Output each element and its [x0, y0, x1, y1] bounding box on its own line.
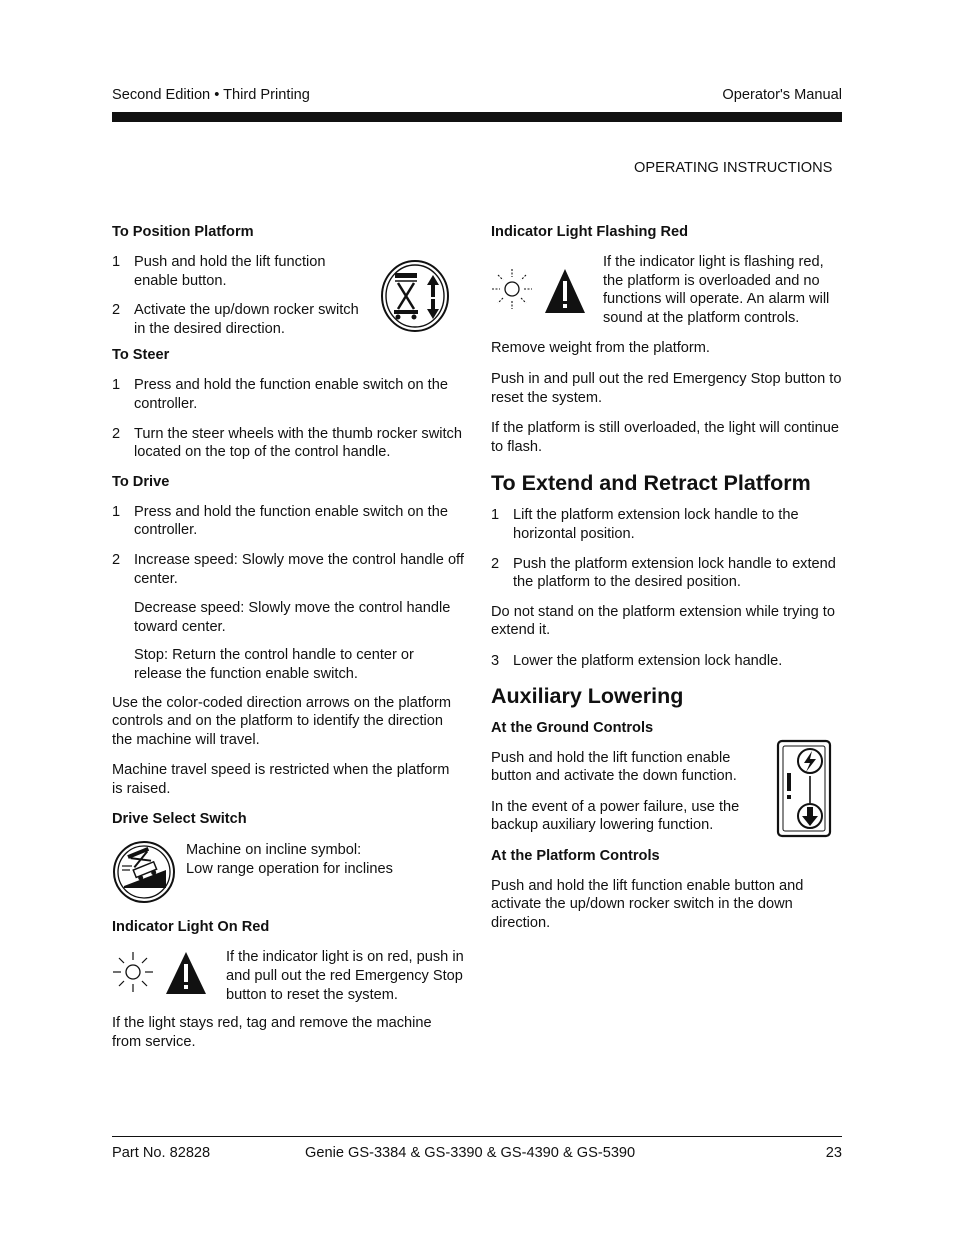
drive-select-block — [112, 840, 464, 904]
list-item: 1 Press and hold the function enable switch on the controller. — [112, 377, 448, 412]
drive-speed-note: Machine travel speed is restricted when the platform is raised. — [112, 762, 450, 797]
drive-select-line2: Low range operation for inclines — [186, 861, 393, 878]
flashing-remove-weight: Remove weight from the platform. — [491, 340, 710, 357]
header-manual-title: Operator's Manual — [722, 87, 842, 103]
platform-controls-text: Push and hold the lift function enable button and activate the up/down rocker switch in the down direction. — [491, 877, 804, 932]
heading-auxiliary-lowering: Auxiliary Lowering — [491, 683, 684, 708]
light-on-red-after: If the light stays red, tag and remove the machine from service. — [112, 1015, 432, 1050]
flashing-warning-icon — [491, 257, 595, 321]
list-item: 1 Lift the platform extension lock handle to the horizontal position. — [491, 507, 799, 542]
drive-stop: Stop: Return the control handle to center or release the function enable switch. — [134, 647, 414, 682]
flashing-reset: Push in and pull out the red Emergency Stop button to reset the system. — [491, 370, 842, 406]
heading-drive: To Drive — [112, 473, 170, 490]
list-item: 3 Lower the platform extension lock handle. — [491, 652, 783, 669]
ground-controls-block — [491, 749, 843, 847]
incline-machine-icon — [112, 840, 176, 904]
light-on-red-block — [112, 948, 464, 1004]
ground-controls-text2: In the event of a power failure, use the backup auxiliary lowering function. — [491, 798, 740, 834]
heading-platform-controls: At the Platform Controls — [491, 847, 660, 864]
ground-controls-text1: Push and hold the lift function enable button and activate the down function. — [491, 749, 737, 785]
section-title: OPERATING INSTRUCTIONS — [634, 160, 833, 176]
list-item: 2 Push the platform extension lock handle to extend the platform to the desired position. — [491, 555, 836, 591]
list-item: 2 Increase speed: Slowly move the control handle off center. — [112, 551, 464, 587]
drive-decrease-speed: Decrease speed: Slowly move the control handle toward center. — [134, 600, 451, 635]
auxiliary-lowering-icon — [775, 739, 833, 839]
warning-light-icon — [112, 948, 216, 996]
drive-select-line1: Machine on incline symbol: — [186, 842, 362, 859]
list-item: 1 Push and hold the lift function enable button. — [112, 254, 326, 289]
list-item: 2 Turn the steer wheels with the thumb rocker switch located on the top of the control handle. — [112, 425, 462, 461]
footer-rule — [112, 1136, 842, 1137]
drive-direction-note: Use the color-coded direction arrows on the platform controls and on the platform to identify the direction the machine will travel. — [112, 694, 452, 748]
heading-light-flashing: Indicator Light Flashing Red — [491, 224, 689, 240]
header-rule — [112, 112, 842, 122]
position-block — [112, 253, 464, 346]
scissor-lift-up-down-icon — [380, 259, 450, 333]
flashing-still-overloaded: If the platform is still overloaded, the light will continue to flash. — [491, 420, 839, 455]
heading-ground-controls: At the Ground Controls — [491, 719, 654, 736]
flashing-text: If the indicator light is flashing red, the platform is overloaded and no functions will operate. An alarm will sound at the platform controls. — [603, 254, 830, 326]
heading-light-on-red: Indicator Light On Red — [112, 919, 270, 936]
footer-models: Genie GS-3384 & GS-3390 & GS-4390 & GS-5390 — [305, 1145, 636, 1161]
extend-warning-note: Do not stand on the platform extension while trying to extend it. — [491, 603, 835, 639]
heading-drive-select: Drive Select Switch — [112, 811, 247, 828]
left-column — [112, 223, 464, 1063]
flashing-block — [491, 253, 843, 327]
list-item: 2 Activate the up/down rocker switch in the desired direction. — [112, 302, 359, 337]
light-on-red-text: If the indicator light is on red, push in and pull out the red Emergency Stop button to reset the system. — [226, 949, 464, 1003]
heading-extend-retract: To Extend and Retract Platform — [491, 471, 811, 496]
heading-steer: To Steer — [112, 347, 170, 364]
right-column — [491, 223, 843, 945]
list-item: 1 Press and hold the function enable switch on the controller. — [112, 503, 448, 539]
page-number: 23 — [825, 1145, 842, 1161]
heading-position-platform: To Position Platform — [112, 224, 254, 240]
footer-part-number: Part No. 82828 — [112, 1145, 211, 1161]
header-edition: Second Edition • Third Printing — [112, 87, 310, 103]
